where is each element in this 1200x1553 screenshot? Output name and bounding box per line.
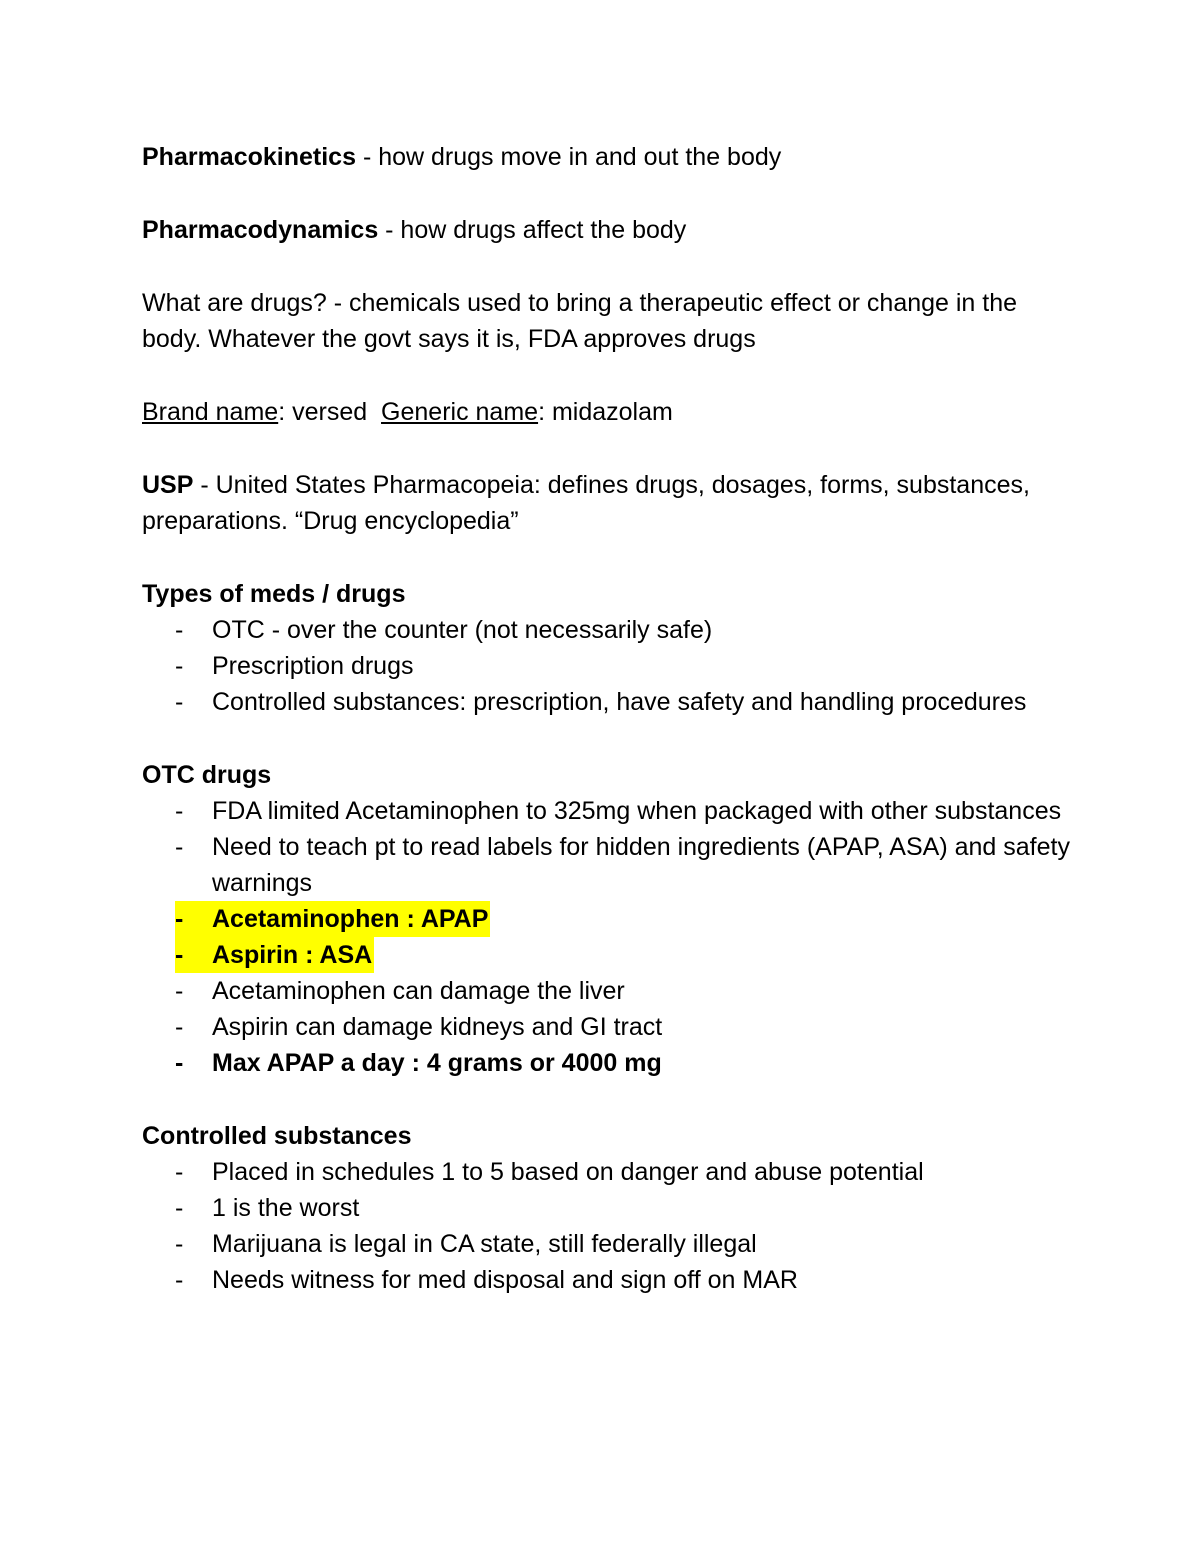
drug-names-line <box>142 394 1072 430</box>
list-item <box>142 1190 1072 1226</box>
list-item-highlighted <box>142 937 1072 973</box>
list-item-text: Max APAP a day : 4 grams or 4000 mg <box>212 1049 662 1077</box>
list-item-text: OTC - over the counter (not necessarily safe) <box>212 616 713 644</box>
list-item <box>142 1262 1072 1298</box>
controlled-heading: Controlled substances <box>142 1122 412 1150</box>
types-heading: Types of meds / drugs <box>142 580 406 608</box>
types-list <box>142 612 1072 720</box>
dash-bullet: - <box>175 905 184 933</box>
brand-name-value: : versed <box>278 398 382 426</box>
generic-name-value: : midazolam <box>538 398 673 426</box>
list-item-text: Acetaminophen : APAP <box>212 905 489 933</box>
controlled-list <box>142 1154 1072 1298</box>
list-item <box>142 1226 1072 1262</box>
what-are-drugs-paragraph: What are drugs? - chemicals used to bring a therapeutic effect or change in the body. Whatever the govt says it is, FDA approves drugs <box>142 289 1018 353</box>
list-item-text: FDA limited Acetaminophen to 325mg when packaged with other substances <box>212 797 1062 825</box>
dash-bullet: - <box>175 1266 184 1294</box>
dash-bullet: - <box>175 616 184 644</box>
dash-bullet: - <box>175 1049 184 1077</box>
list-item-text: Need to teach pt to read labels for hidden ingredients (APAP, ASA) and safety warnings <box>212 833 1070 897</box>
brand-name-label: Brand name <box>142 398 279 426</box>
dash-bullet: - <box>175 1194 184 1222</box>
list-item <box>142 684 1072 720</box>
list-item-text: Prescription drugs <box>212 652 414 680</box>
list-item-text: Needs witness for med disposal and sign off on MAR <box>212 1266 798 1294</box>
list-item <box>142 829 1072 901</box>
list-item-text: Placed in schedules 1 to 5 based on danger and abuse potential <box>212 1158 924 1186</box>
dash-bullet: - <box>175 797 184 825</box>
list-item-text: 1 is the worst <box>212 1194 360 1222</box>
otc-list <box>142 793 1072 1081</box>
dash-bullet: - <box>175 941 184 969</box>
term-pharmacodynamics: Pharmacodynamics <box>142 216 379 244</box>
list-item-text: Aspirin : ASA <box>212 941 373 969</box>
list-item <box>142 1154 1072 1190</box>
list-item-text: Marijuana is legal in CA state, still federally illegal <box>212 1230 757 1258</box>
otc-heading: OTC drugs <box>142 761 272 789</box>
dash-bullet: - <box>175 833 184 861</box>
list-item <box>142 612 1072 648</box>
highlight-mark <box>175 937 374 973</box>
list-item <box>142 973 1072 1009</box>
definition-pharmacodynamics <box>142 212 1072 248</box>
usp-paragraph <box>142 467 1072 539</box>
dash-bullet: - <box>175 977 184 1005</box>
list-item <box>142 648 1072 684</box>
definition-pharmacodynamics-text: - how drugs affect the body <box>378 216 687 244</box>
list-item-text: Controlled substances: prescription, have safety and handling procedures <box>212 688 1027 716</box>
dash-bullet: - <box>175 1158 184 1186</box>
generic-name-label: Generic name <box>381 398 539 426</box>
definition-pharmacokinetics-text: - how drugs move in and out the body <box>356 143 782 171</box>
dash-bullet: - <box>175 652 184 680</box>
list-item <box>142 793 1072 829</box>
usp-term: USP <box>142 471 194 499</box>
usp-text: - United States Pharmacopeia: defines drugs, dosages, forms, substances, preparations. “Drug encyclopedia” <box>142 471 1030 535</box>
dash-bullet: - <box>175 1013 184 1041</box>
term-pharmacokinetics: Pharmacokinetics <box>142 143 356 171</box>
definition-pharmacokinetics <box>142 139 1072 175</box>
list-item-highlighted <box>142 901 1072 937</box>
list-item-text: Aspirin can damage kidneys and GI tract <box>212 1013 663 1041</box>
list-item-bold <box>142 1045 1072 1081</box>
list-item-text: Acetaminophen can damage the liver <box>212 977 625 1005</box>
document-page <box>142 139 1072 1298</box>
dash-bullet: - <box>175 688 184 716</box>
list-item <box>142 1009 1072 1045</box>
dash-bullet: - <box>175 1230 184 1258</box>
highlight-mark <box>175 901 490 937</box>
